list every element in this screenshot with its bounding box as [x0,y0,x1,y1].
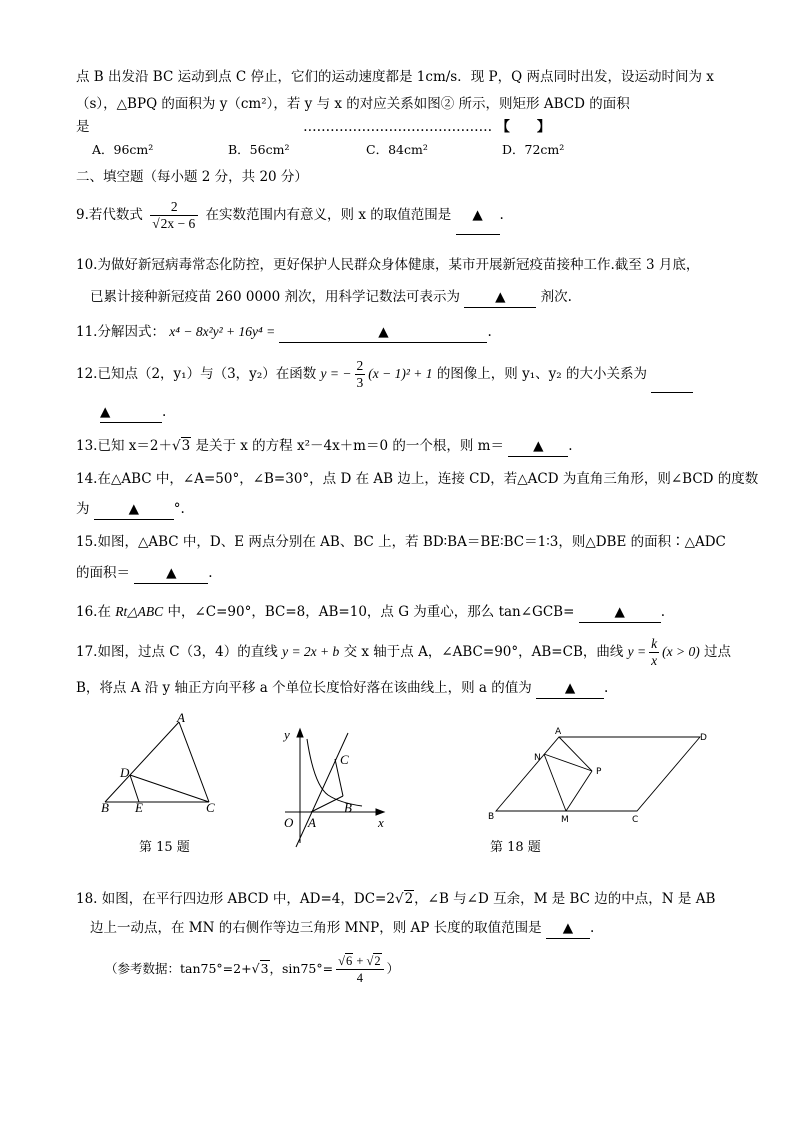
q8-line-1: 点 B 出发沿 BC 运动到点 C 停止，它们的运动速度都是 1cm/s．现 P，Q 两点同时出发，设运动时间为 x [76,69,714,85]
q16-answer-blank: ▲ [579,602,661,623]
q10-line-2-text: 已累计接种新冠疫苗 260 0000 剂次，用科学记数法可表示为 [90,289,460,305]
q14-line-2 [76,499,726,520]
q16-triangle: Rt△ABC [115,604,164,619]
q12-pre: 12.已知点（2，y₁）与（3，y₂）在函数 [76,366,317,382]
q12-answer-blank: ▲ [100,402,162,423]
q8-line-2: （s），△BPQ 的面积为 y（cm²），若 y 与 x 的对应关系如图② 所示，则矩形 ABCD 的面积 [76,96,630,112]
fig15-side-ab [105,722,179,802]
q14-line-1: 14.在△ABC 中，∠A=50°，∠B=30°，点 D 在 AB 边上，连接 CD，若△ACD 为直角三角形，则∠BCD 的度数 [76,471,759,487]
q16-pre: 16.在 [76,604,111,620]
q17-line-1 [76,636,732,669]
q17-line-eq: y = 2x + b [282,644,340,659]
q8-dots: …………………………………… [303,119,493,135]
q12-fn-right: (x − 1)² + 1 [368,366,433,381]
fig15-caption: 第 15 题 [139,840,190,855]
q12-blank-end [651,356,693,393]
q13-post: 是关于 x 的方程 x²－4x＋m＝0 的一个根，则 m＝ [195,438,504,454]
q18-ref-pre: （参考数据：tan75°=2+ [105,961,252,976]
q18-reference: （参考数据：tan75°=2+√3，sin75°= $\frac{√6 + √2}{4}$ ） [105,954,400,985]
q17-curve-right: (x > 0) [662,644,700,659]
q12-fraction-den: 3 [356,375,364,390]
q17-post: 过点 [704,644,732,660]
q18-root: 2 [404,891,414,907]
fig15-segment-de [130,775,139,802]
q18-ref-denominator: 4 [356,971,364,985]
q8-answer-bracket: 【 】 [496,119,551,135]
q9-denominator: √2x − 6 [152,216,196,231]
q14-line-2-pre: 为 [76,501,90,517]
q10-line-2-end: 剂次. [540,289,572,305]
q18-ref-root6: 6 [345,954,353,968]
q17-mid: 交 x 轴于点 A，∠ABC=90°，AB=CB，曲线 [343,644,624,660]
q9-fraction [150,199,198,232]
fig15-label-b: B [101,800,109,815]
figure-18 [485,725,725,825]
fig18-label-b: B [488,812,495,822]
q12-fn-left: y = − [320,366,352,381]
fig17-y-arrow [297,729,303,737]
q17-fraction-num: k [651,636,658,651]
fig17-label-a: A [308,815,316,830]
q9-radicand: 2x − 6 [160,216,196,231]
q18-line-2-text: 边上一动点，在 MN 的右侧作等边三角形 MNP，则 AP 长度的取值范围是 [90,920,542,936]
option-a: A．96cm² [92,142,154,157]
fig18-label-a: A [555,727,562,737]
fig18-segment-pm [566,771,592,811]
q18-ref-mid: ，sin75°= [269,961,334,976]
q18-line-1-pre: 18. 如图，在平行四边形 ABCD 中，AD=4，DC=2 [76,891,395,907]
fig17-label-b: B [344,800,352,815]
q12-line-2: ▲ . [100,402,726,423]
q17-line-2-text: B，将点 A 沿 y 轴正方向平移 a 个单位长度恰好落在该曲线上，则 a 的值为 [76,680,532,696]
fig18-label-p: P [596,767,602,777]
q8-line-3 [76,117,726,137]
q13-root: 3 [181,438,191,454]
fig15-label-c: C [206,800,215,815]
q11-expression: x⁴ − 8x²y² + 16y⁴ = [169,324,276,339]
q13: 13.已知 x＝2＋√3 是关于 x 的方程 x²－4x＋m＝0 的一个根，则 m＝ ▲ . [76,436,726,457]
option-c: C．84cm² [366,142,428,157]
q16-post: 中，∠C=90°，BC=8，AB=10，点 G 为重心，那么 tan∠GCB= [167,604,575,620]
fig17-label-c: C [340,752,349,767]
q10-line-1: 10.为做好新冠病毒常态化防控，更好保护人民群众身体健康，某市开展新冠疫苗接种工作.截至 3 月底， [76,257,700,273]
q17-line-2: B，将点 A 沿 y 轴正方向平移 a 个单位长度恰好落在该曲线上，则 a 的值为 ▲ . [76,678,726,699]
q10-line-2 [90,287,726,308]
q17-answer-blank: ▲ [536,678,604,699]
q18-line-2: 边上一动点，在 MN 的右侧作等边三角形 MNP，则 AP 长度的取值范围是 ▲ . [90,918,726,939]
q17-fraction-den: x [651,653,658,668]
q13-answer-blank: ▲ [508,436,568,457]
q9: 9.若代数式 $\frac{2}{√2x - 6}$ 在实数范围内有意义，则 x 的取值范围是 ▲ . [76,196,726,235]
q15-answer-blank: ▲ [134,563,208,584]
q14-answer-blank: ▲ [94,499,174,520]
fig17-label-y: y [284,727,290,742]
fig15-segment-dc [130,775,209,802]
q15-line-2-pre: 的面积＝ [76,565,130,581]
fig18-segment-ap [559,737,592,771]
fig18-segment-np [544,754,592,771]
q13-pre: 13.已知 x＝2＋ [76,438,172,454]
q11: 11.分解因式： x⁴ − 8x²y² + 16y⁴ = ▲ . [76,322,726,343]
q18-ref-fraction [336,953,384,986]
fig15-side-ac [179,722,209,802]
q10-answer-blank: ▲ [464,287,536,308]
q17-pre: 17.如图，过点 C（3，4）的直线 [76,644,278,660]
fig17-label-x: x [378,815,384,830]
q18-line-1-post: ，∠B 与∠D 互余，M 是 BC 边的中点，N 是 AB [414,891,716,907]
q18-answer-blank: ▲ [546,918,590,939]
fig15-label-e: E [135,800,143,815]
q14-line-2-end: °. [173,501,185,517]
fig18-caption: 第 18 题 [490,840,541,855]
fig17-line [296,733,348,847]
option-b: B．56cm² [228,142,290,157]
q12-post: 的图像上，则 y₁、y₂ 的大小关系为 [436,366,647,382]
q9-pre: 9.若代数式 [76,207,143,223]
fig15-label-d: D [120,765,130,780]
fig18-label-m: M [561,815,569,825]
fig18-segment-nm [544,754,566,811]
q15-line-2: 的面积＝ ▲ . [76,563,726,584]
q17-curve-left: y = [627,644,647,659]
q9-numerator: 2 [150,199,198,216]
q12 [76,356,726,393]
option-d: D．72cm² [502,142,565,157]
q16: 16.在 Rt△ABC 中，∠C=90°，BC=8，AB=10，点 G 为重心，那么 tan∠GCB= ▲ . [76,602,726,623]
fig17-curve [307,739,362,806]
q12-fraction-num: 2 [356,358,364,373]
q18-line-1: 18. 如图，在平行四边形 ABCD 中，AD=4，DC=2√2，∠B 与∠D 互余，M 是 BC 边的中点，N 是 AB [76,891,716,907]
q18-ref-root3: 3 [260,961,269,976]
q12-fraction [355,358,366,391]
q15-line-1: 15.如图，△ABC 中，D、E 两点分别在 AB、BC 上，若 BD∶BA＝BE∶BC＝1∶3，则△DBE 的面积∶△ADC [76,534,726,550]
fig17-label-o: O [284,815,294,830]
fig18-label-n: N [534,753,541,763]
q18-ref-plus: + [353,954,367,968]
q18-ref-root2: 2 [374,954,381,968]
figure-17 [280,725,390,855]
q18-ref-numerator: √6 + √2 [336,953,384,970]
q11-answer-blank: ▲ [279,322,487,343]
q9-post: 在实数范围内有意义，则 x 的取值范围是 [205,207,452,223]
section-heading: 二、填空题（每小题 2 分，共 20 分） [76,169,308,185]
q9-answer-blank: ▲ [456,196,500,235]
q17-fraction [649,636,659,669]
q8-line-3-text: 是 [76,119,90,135]
q11-pre: 11.分解因式： [76,324,165,340]
fig15-label-a: A [177,710,185,725]
q18-ref-end: ） [386,961,400,976]
fig18-label-d: D [700,733,707,743]
fig18-label-c: C [632,815,639,825]
